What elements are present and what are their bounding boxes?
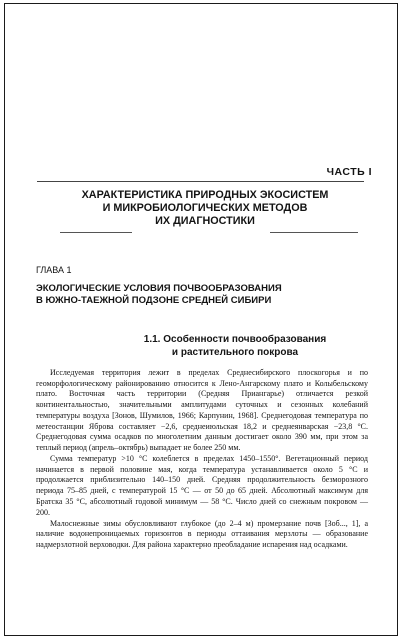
heading-underline-left bbox=[60, 232, 132, 233]
part-heading bbox=[50, 189, 360, 228]
part-label: ЧАСТЬ I bbox=[326, 166, 372, 178]
heading-underline-right bbox=[270, 232, 358, 233]
chapter-title-line: ЭКОЛОГИЧЕСКИЕ УСЛОВИЯ ПОЧВООБРАЗОВАНИЯ bbox=[36, 283, 282, 294]
section-title bbox=[120, 334, 350, 359]
body-text bbox=[36, 368, 368, 551]
chapter-title-line: В ЮЖНО-ТАЕЖНОЙ ПОДЗОНЕ СРЕДНЕЙ СИБИРИ bbox=[36, 295, 272, 306]
part-heading-line: ИХ ДИАГНОСТИКИ bbox=[155, 215, 255, 227]
paragraph: Исследуемая территория лежит в пределах Среднесибирского плоскогорья и по геоморфологическому районированию относится к Лено-Ангарскому плато и Колыбельскому плато. Восточная часть территории (Средняя Приангарье) отличается резкой континентальностью, значительными амплитудами суточных и сезонных колебаний температуры воздуха [Зонов, Шумилов, 1966; Карпунин, 1968]. Среднегодовая температура по метеостанции Яброва составляет −2,6, среднеиюльская 18,2 и среднеянварская −23,8 °С. Среднегодовая сумма осадков по многолетним данным достигает около 390 мм, при этом за теплый период (апрель–октябрь) выпадает не более 250 мм. bbox=[36, 368, 368, 452]
section-title-line: 1.1. Особенности почвообразования bbox=[143, 334, 327, 345]
paragraph: Малоснежные зимы обусловливают глубокое (до 2–4 м) промерзание почв [Зоб..., 1], а наличие водонепроницаемых горизонтов в периоды оттаивания мерзлоты — образование надмерзлотной верховодки. Для района характерно преобладание испарения над осадками. bbox=[36, 518, 368, 550]
paragraph: Сумма температур >10 °С колеблется в пределах 1450–1550°. Вегетационный период начинается в первой половине мая, когда температура устанавливается около 5 °С и продолжается приблизительно 140–150 дней. Средняя продолжительность безморозного периода 75–85 дней, с температурой 15 °С — от 50 до 65 дней. Абсолютный максимум для Братска 35 °С, абсолютный годовой минимум — 58 °С. Число дней со снежным покровом — 200. bbox=[36, 454, 368, 517]
chapter-title bbox=[36, 283, 366, 307]
part-heading-line: ХАРАКТЕРИСТИКА ПРИРОДНЫХ ЭКОСИСТЕМ bbox=[81, 189, 329, 201]
part-heading-line: И МИКРОБИОЛОГИЧЕСКИХ МЕТОДОВ bbox=[102, 202, 308, 214]
section-title-line: и растительного покрова bbox=[171, 346, 299, 358]
part-divider bbox=[37, 181, 364, 182]
chapter-label: ГЛАВА 1 bbox=[36, 265, 72, 275]
